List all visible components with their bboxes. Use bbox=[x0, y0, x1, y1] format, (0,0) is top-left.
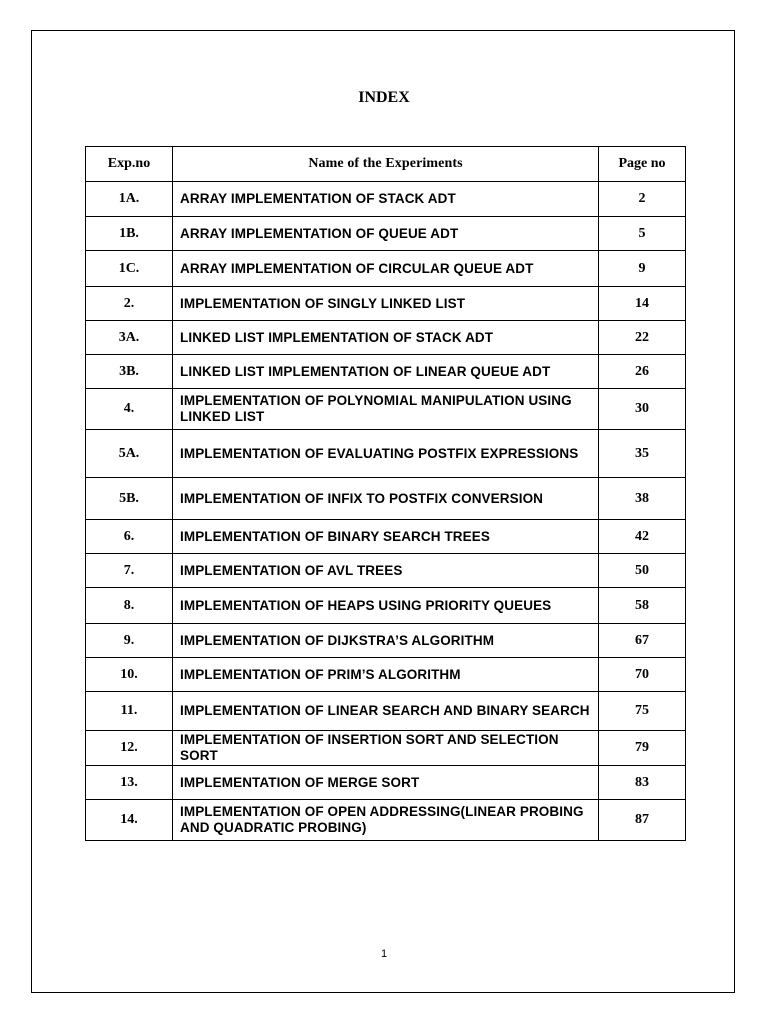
table-row bbox=[86, 800, 686, 841]
page-no-cell: 79 bbox=[599, 731, 686, 766]
page-no-cell: 9 bbox=[599, 251, 686, 287]
exp-no-cell: 14. bbox=[86, 800, 173, 841]
exp-no-cell: 3A. bbox=[86, 321, 173, 355]
table-row bbox=[86, 430, 686, 478]
experiment-name-cell: IMPLEMENTATION OF MERGE SORT bbox=[173, 766, 599, 800]
page-no-cell: 38 bbox=[599, 478, 686, 520]
experiment-name-cell: IMPLEMENTATION OF AVL TREES bbox=[173, 554, 599, 588]
table-row bbox=[86, 554, 686, 588]
page-no-cell: 67 bbox=[599, 624, 686, 658]
page-title: INDEX bbox=[358, 89, 410, 106]
table-row bbox=[86, 766, 686, 800]
table-row bbox=[86, 692, 686, 731]
page-no-cell: 5 bbox=[599, 217, 686, 251]
header-name: Name of the Experiments bbox=[173, 147, 599, 182]
exp-no-cell: 2. bbox=[86, 287, 173, 321]
page-no-cell: 75 bbox=[599, 692, 686, 731]
index-table bbox=[85, 146, 686, 841]
exp-no-cell: 12. bbox=[86, 731, 173, 766]
table-row bbox=[86, 658, 686, 692]
experiment-name-cell: IMPLEMENTATION OF HEAPS USING PRIORITY QUEUES bbox=[173, 588, 599, 624]
table-row bbox=[86, 731, 686, 766]
header-exp-no: Exp.no bbox=[86, 147, 173, 182]
experiment-name-cell: IMPLEMENTATION OF INSERTION SORT AND SELECTION SORT bbox=[173, 731, 599, 766]
exp-no-cell: 9. bbox=[86, 624, 173, 658]
experiment-name-cell: ARRAY IMPLEMENTATION OF CIRCULAR QUEUE ADT bbox=[173, 251, 599, 287]
exp-no-cell: 5A. bbox=[86, 430, 173, 478]
exp-no-cell: 1A. bbox=[86, 182, 173, 217]
table-row bbox=[86, 588, 686, 624]
experiment-name-cell: LINKED LIST IMPLEMENTATION OF STACK ADT bbox=[173, 321, 599, 355]
exp-no-cell: 3B. bbox=[86, 355, 173, 389]
page-number: 1 bbox=[380, 948, 388, 960]
table-row bbox=[86, 182, 686, 217]
table-row bbox=[86, 287, 686, 321]
page-no-cell: 35 bbox=[599, 430, 686, 478]
experiment-name-cell: IMPLEMENTATION OF EVALUATING POSTFIX EXPRESSIONS bbox=[173, 430, 599, 478]
page-no-cell: 26 bbox=[599, 355, 686, 389]
table-row bbox=[86, 355, 686, 389]
table-row bbox=[86, 478, 686, 520]
page-no-cell: 58 bbox=[599, 588, 686, 624]
experiment-name-cell: IMPLEMENTATION OF INFIX TO POSTFIX CONVERSION bbox=[173, 478, 599, 520]
page-no-cell: 87 bbox=[599, 800, 686, 841]
table-row bbox=[86, 217, 686, 251]
page-no-cell: 83 bbox=[599, 766, 686, 800]
experiment-name-cell: IMPLEMENTATION OF OPEN ADDRESSING(LINEAR PROBING AND QUADRATIC PROBING) bbox=[173, 800, 599, 841]
exp-no-cell: 8. bbox=[86, 588, 173, 624]
experiment-name-cell: IMPLEMENTATION OF SINGLY LINKED LIST bbox=[173, 287, 599, 321]
table-body bbox=[86, 182, 686, 841]
experiment-name-cell: LINKED LIST IMPLEMENTATION OF LINEAR QUEUE ADT bbox=[173, 355, 599, 389]
experiment-name-cell: IMPLEMENTATION OF LINEAR SEARCH AND BINARY SEARCH bbox=[173, 692, 599, 731]
exp-no-cell: 4. bbox=[86, 389, 173, 430]
exp-no-cell: 10. bbox=[86, 658, 173, 692]
exp-no-cell: 13. bbox=[86, 766, 173, 800]
table-row bbox=[86, 389, 686, 430]
exp-no-cell: 7. bbox=[86, 554, 173, 588]
page-no-cell: 22 bbox=[599, 321, 686, 355]
table-row bbox=[86, 520, 686, 554]
table-header-row bbox=[86, 147, 686, 182]
page-no-cell: 30 bbox=[599, 389, 686, 430]
table-row bbox=[86, 321, 686, 355]
experiment-name-cell: ARRAY IMPLEMENTATION OF QUEUE ADT bbox=[173, 217, 599, 251]
exp-no-cell: 1C. bbox=[86, 251, 173, 287]
exp-no-cell: 6. bbox=[86, 520, 173, 554]
page-no-cell: 42 bbox=[599, 520, 686, 554]
page-no-cell: 14 bbox=[599, 287, 686, 321]
experiment-name-cell: IMPLEMENTATION OF BINARY SEARCH TREES bbox=[173, 520, 599, 554]
experiment-name-cell: IMPLEMENTATION OF DIJKSTRA’S ALGORITHM bbox=[173, 624, 599, 658]
table-row bbox=[86, 251, 686, 287]
exp-no-cell: 1B. bbox=[86, 217, 173, 251]
page-no-cell: 70 bbox=[599, 658, 686, 692]
page-no-cell: 50 bbox=[599, 554, 686, 588]
experiment-name-cell: ARRAY IMPLEMENTATION OF STACK ADT bbox=[173, 182, 599, 217]
header-page-no: Page no bbox=[599, 147, 686, 182]
experiment-name-cell: IMPLEMENTATION OF PRIM’S ALGORITHM bbox=[173, 658, 599, 692]
experiment-name-cell: IMPLEMENTATION OF POLYNOMIAL MANIPULATION USING LINKED LIST bbox=[173, 389, 599, 430]
exp-no-cell: 11. bbox=[86, 692, 173, 731]
page-no-cell: 2 bbox=[599, 182, 686, 217]
exp-no-cell: 5B. bbox=[86, 478, 173, 520]
table-row bbox=[86, 624, 686, 658]
